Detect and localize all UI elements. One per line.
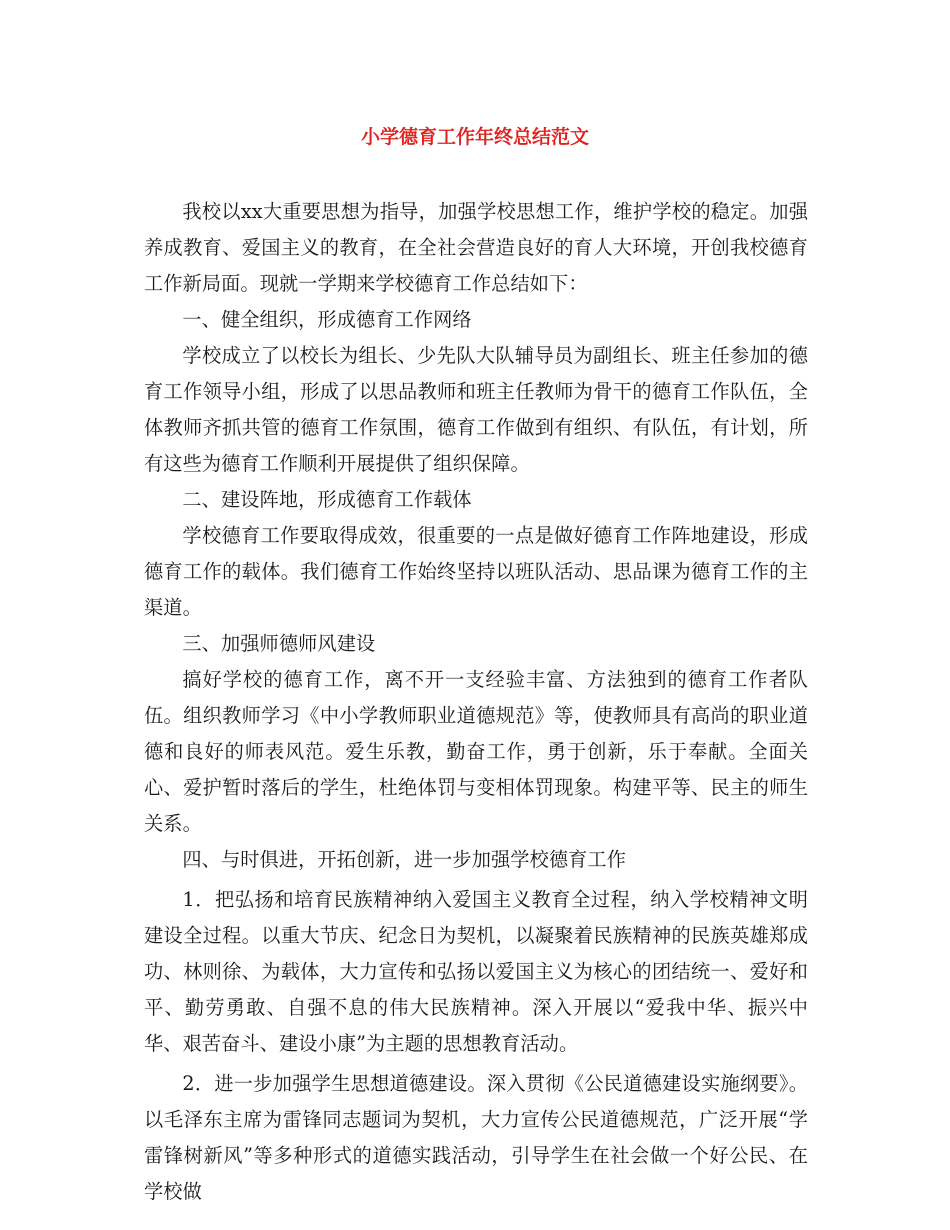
intro-paragraph: 我校以xx大重要思想为指导，加强学校思想工作，维护学校的稳定。加强养成教育、爱国主义的教育，在全社会营造良好的育人大环境，开创我校德育工作新局面。现就一学期来学校德育工作总结如下：	[144, 200, 808, 295]
section-1-paragraph: 学校成立了以校长为组长、少先队大队辅导员为副组长、班主任参加的德育工作领导小组，形成了以思品教师和班主任教师为骨干的德育工作队伍，全体教师齐抓共管的德育工作氛围，德育工作做到有组织、有队伍，有计划，所有这些为德育工作顺利开展提供了组织保障。	[144, 344, 808, 475]
document-body	[144, 194, 808, 1210]
section-heading-2: 二、建设阵地，形成德育工作载体	[182, 488, 472, 511]
section-heading-1: 一、健全组织，形成德育工作网络	[182, 308, 472, 331]
section-4-item-1: 1．把弘扬和培育民族精神纳入爱国主义教育全过程，纳入学校精神文明建设全过程。以重大节庆、纪念日为契机，以凝聚着民族精神的民族英雄郑成功、林则徐、为载体，大力宣传和弘扬以爱国主义为核心的团结统一、爱好和平、勤劳勇敢、自强不息的伟大民族精神。深入开展以“爱我中华、振兴中华、艰苦奋斗、建设小康”为主题的思想教育活动。	[144, 888, 808, 1055]
section-heading-4: 四、与时俱进，开拓创新，进一步加强学校德育工作	[182, 848, 627, 871]
document-title: 小学德育工作年终总结范文	[360, 126, 589, 148]
section-3-paragraph: 搞好学校的德育工作，离不开一支经验丰富、方法独到的德育工作者队伍。组织教师学习《中小学教师职业道德规范》等，使教师具有高尚的职业道德和良好的师表风范。爱生乐教，勤奋工作，勇于创新，乐于奉献。全面关心、爱护暂时落后的学生，杜绝体罚与变相体罚现象。构建平等、民主的师生关系。	[144, 668, 808, 835]
section-2-paragraph: 学校德育工作要取得成效，很重要的一点是做好德育工作阵地建设，形成德育工作的载体。我们德育工作始终坚持以班队活动、思品课为德育工作的主渠道。	[144, 524, 808, 619]
section-4-item-2: 2．进一步加强学生思想道德建设。深入贯彻《公民道德建设实施纲要》。以毛泽东主席为雷锋同志题词为契机，大力宣传公民道德规范，广泛开展“学雷锋树新风”等多种形式的道德实践活动，引导学生在社会做一个好公民、在学校做	[144, 1072, 808, 1203]
section-heading-3: 三、加强师德师风建设	[182, 632, 376, 655]
